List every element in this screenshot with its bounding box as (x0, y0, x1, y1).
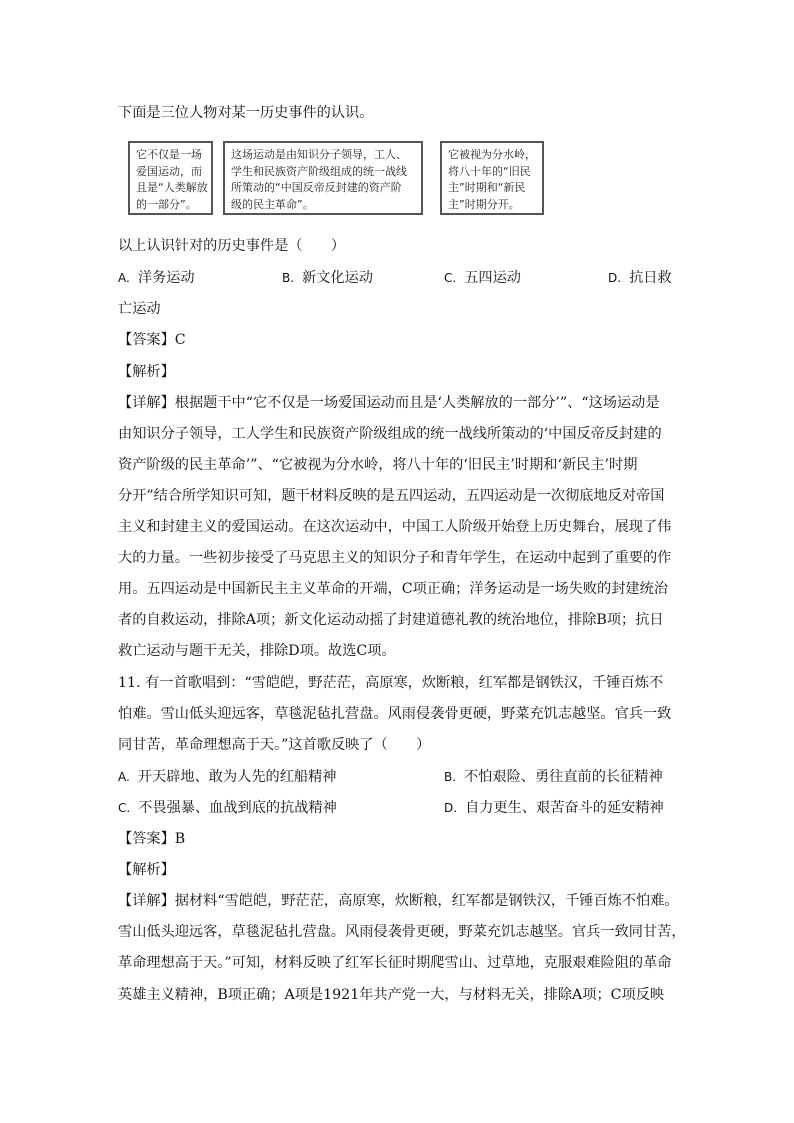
intro-text: 下面是三位人物对某一历史事件的认识。 (118, 105, 374, 121)
q11-detail-line: 【详解】据材料“雪皑皑，野茫茫，高原寒，炊断粮，红军都是钢铁汉，千锤百炼不怕难。 (118, 893, 679, 909)
q11-stem-line: 同甘苦，革命理想高于天。”这首歌反映了（ ） (118, 737, 431, 753)
q10-detail-line: 救亡运动与题干无关，排除D项。故选C项。 (118, 643, 396, 659)
q11-stem-line: 11. 有一首歌唱到：“雪皑皑，野茫茫，高原寒，炊断粮，红军都是钢铁汉，千锤百炼不 (118, 675, 664, 691)
q10-detail-line: 大的力量。一些初步接受了马克思主义的知识分子和青年学生，在运动中起到了重要的作 (118, 550, 672, 566)
q10-stem: 以上认识针对的历史事件是（ ） (118, 238, 346, 254)
q10-answer: 【答案】C (118, 332, 186, 348)
q10-detail-line: 主义和封建主义的爱国运动。在这次运动中，中国工人阶级开始登上历史舞台，展现了伟 (118, 519, 672, 535)
q10-detail-line: 用。五四运动是中国新民主主义革命的开端，C项正确；洋务运动是一场失败的封建统治 (118, 581, 668, 597)
q11-detail-line: 革命理想高于天。”可知，材料反映了红军长征时期爬雪山、过草地，克服艰难险阻的革命 (118, 955, 672, 971)
q11-answer: 【答案】B (118, 831, 186, 847)
quote-box-3: 它被视为分水岭， 将八十年的“旧民 主”时期和“新民 主”时期分开。 (440, 141, 544, 215)
q10-option-c: C. 五四运动 (444, 270, 521, 286)
q11-option-d: D. 自力更生、艰苦奋斗的延安精神 (444, 800, 664, 816)
q11-option-b: B. 不怕艰险、勇往直前的长征精神 (444, 769, 663, 785)
q11-detail-line: 英雄主义精神，B项正确；A项是1921年共产党一大，与材料无关，排除A项；C项反映 (118, 987, 665, 1003)
q10-option-d-wrap: 亡运动 (118, 301, 161, 317)
quote-box-1: 它不仅是一场 爱国运动，而 且是“人类解放 的一部分”。 (128, 141, 213, 215)
q11-option-c: C. 不畏强暴、血战到底的抗战精神 (118, 800, 337, 816)
q11-stem-line: 怕难。雪山低头迎远客，草毯泥毡扎营盘。风雨侵袭骨更硬，野菜充饥志越坚。官兵一致 (118, 706, 672, 722)
q11-option-a: A. 开天辟地、敢为人先的红船精神 (118, 769, 337, 785)
q10-analysis-label: 【解析】 (118, 364, 175, 380)
q10-detail-line: 资产阶级的民主革命’”、“它被视为分水岭，将八十年的‘旧民主’时期和‘新民主’时期 (118, 457, 638, 473)
q10-detail-line: 【详解】根据题干中“它不仅是一场爱国运动而且是‘人类解放的一部分’”、“这场运动是 (118, 395, 660, 411)
q10-option-b: B. 新文化运动 (282, 270, 373, 286)
q10-option-a: A. 洋务运动 (118, 270, 195, 286)
q11-detail-line: 雪山低头迎远客，草毯泥毡扎营盘。风雨侵袭骨更硬，野菜充饥志越坚。官兵一致同甘苦， (118, 924, 686, 940)
quote-box-2: 这场运动是由知识分子领导，工人、 学生和民族资产阶级组成的统一战线 所策动的“中国反帝反封建的资产阶 级的民主革命”。 (223, 141, 423, 215)
q10-detail-line: 者的自救运动，排除A项；新文化运动动摇了封建道德礼教的统治地位，排除B项；抗日 (118, 612, 664, 628)
q10-detail-line: 分开”结合所学知识可知，题干材料反映的是五四运动，五四运动是一次彻底地反对帝国 (118, 488, 665, 504)
q11-analysis-label: 【解析】 (118, 862, 175, 878)
q10-option-d: D. 抗日救 (608, 270, 672, 286)
q10-detail-line: 由知识分子领导，工人学生和民族资产阶级组成的统一战线所策动的‘中国反帝反封建的 (118, 426, 662, 442)
